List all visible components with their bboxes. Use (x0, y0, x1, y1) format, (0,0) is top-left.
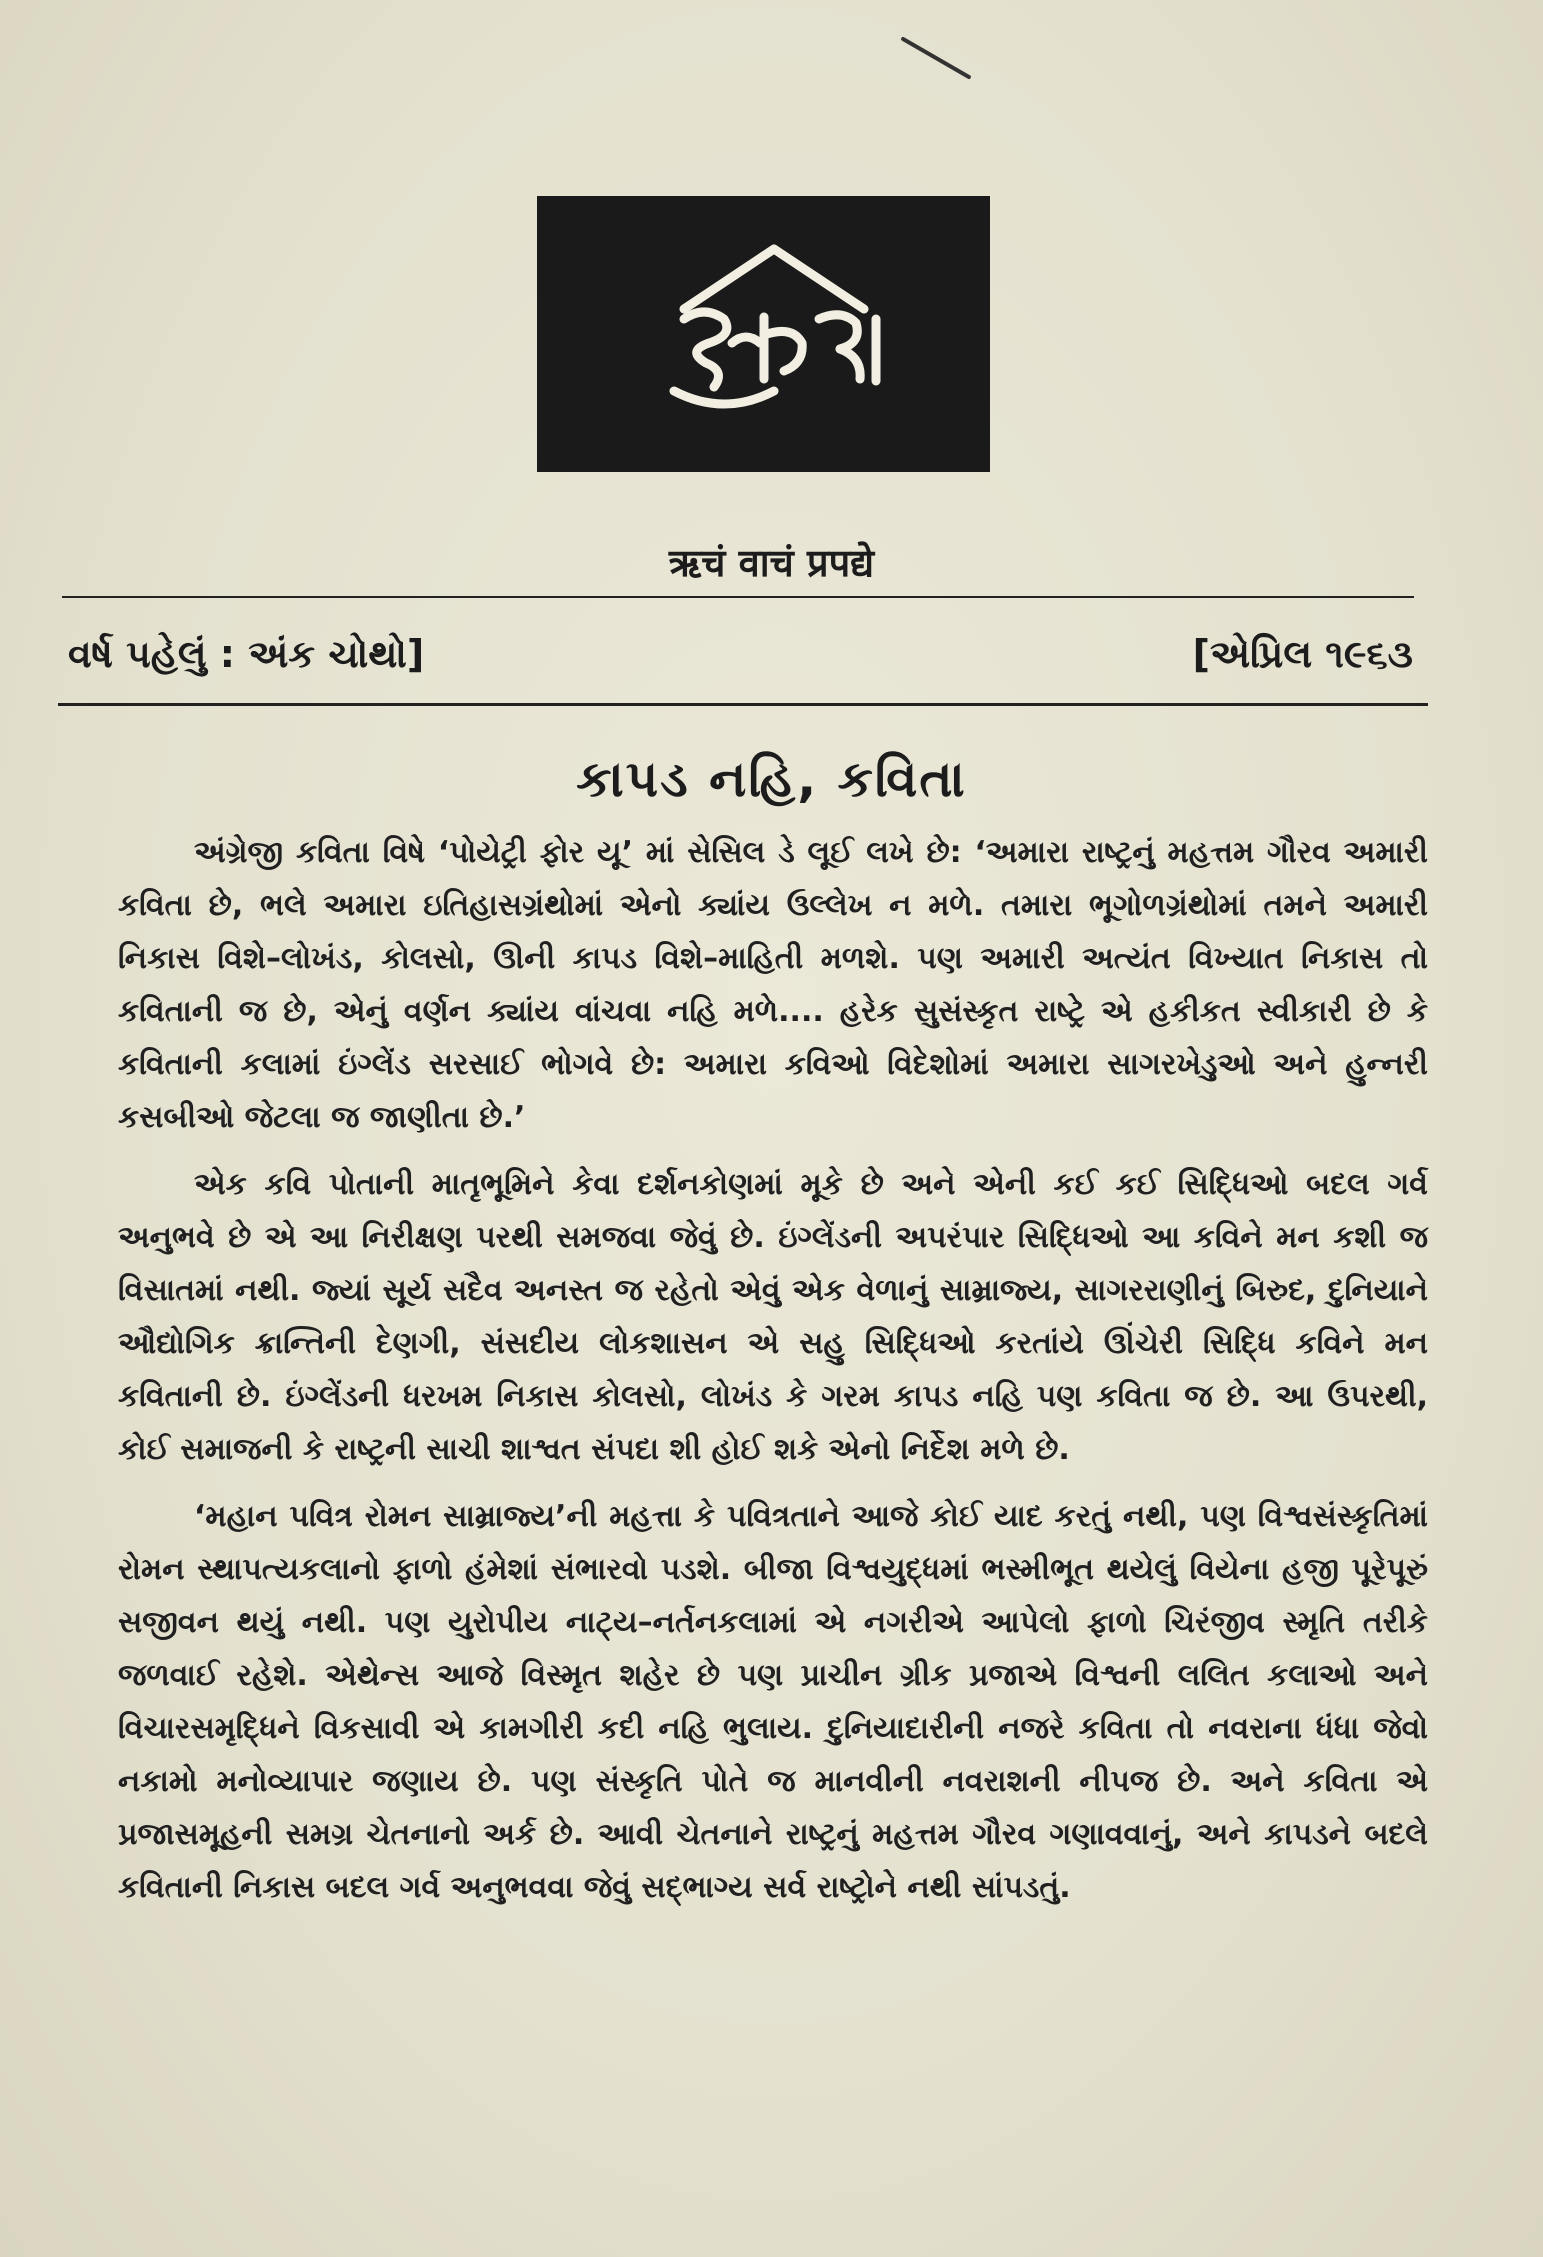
paragraph: ‘મહાન પવિત્ર રોમન સામ્રાજ્ય’ની મહત્તા કે પવિત્રતાને આજે કોઈ યાદ કરતું નથી, પણ વિશ્વસંસ્કૃતિમાં રોમન સ્થાપત્યકલાનો ફાળો હંમેશાં સંભારવો પડશે. બીજા વિશ્વયુદ્ધમાં ભસ્મીભૂત થયેલું વિયેના હજી પૂરેપૂરું સજીવન થયું નથી. પણ યુરોપીય નાટ્ય–નર્તનકલામાં એ નગરીએ આપેલો ફાળો ચિરંજીવ સ્મૃતિ તરીકે જળવાઈ રહેશે. એથેન્સ આજે વિસ્મૃત શહેર છે પણ પ્રાચીન ગ્રીક પ્રજાએ વિશ્વની લલિત કલાઓ અને વિચારસમૃદ્ધિને વિકસાવી એ કામગીરી કદી નહિ ભુલાય. દુનિયાદારીની નજરે કવિતા તો નવરાના ધંધા જેવો નકામો મનોવ્યાપાર જણાય છે. પણ સંસ્કૃતિ પોતે જ માનવીની નવરાશની નીપજ છે. અને કવિતા એ પ્રજાસમૂહની સમગ્ર ચેતનાનો અર્ક છે. આવી ચેતનાને રાષ્ટ્રનું મહત્તમ ગૌરવ ગણાવવાનું, અને કાપડને બદલે કવિતાની નિકાસ બદલ ગર્વ અનુભવવા જેવું સદ્ભાગ્ય સર્વ રાષ્ટ્રોને નથી સાંપડતું. (118, 1499, 1428, 1905)
issue-date: [એપ્રિલ ૧૯૬૩ (1192, 632, 1413, 676)
divider-top (62, 596, 1414, 598)
article-body (118, 826, 1428, 1928)
divider-bottom (58, 703, 1428, 706)
masthead-logo (537, 196, 990, 472)
issue-volume: વર્ષ પહેલું : અંક ચોથો] (68, 632, 425, 676)
pen-mark (900, 36, 971, 79)
paragraph: એક કવિ પોતાની માતૃભૂમિને કેવા દર્શનકોણમાં મૂકે છે અને એની કઈ કઈ સિદ્ધિઓ બદલ ગર્વ અનુભવે છે એ આ નિરીક્ષણ પરથી સમજવા જેવું છે. ઇંગ્લેંડની અપરંપાર સિદ્ધિઓ આ કવિને મન કશી જ વિસાતમાં નથી. જ્યાં સૂર્ય સદૈવ અનસ્ત જ રહેતો એવું એક વેળાનું સામ્રાજ્ય, સાગરરાણીનું બિરુદ, દુનિયાને ઔદ્યોગિક ક્રાન્તિની દેણગી, સંસદીય લોકશાસન એ સહુ સિદ્ધિઓ કરતાંયે ઊંચેરી સિદ્ધિ કવિને મન કવિતાની છે. ઇંગ્લેંડની ધરખમ નિકાસ કોલસો, લોખંડ કે ગરમ કાપડ નહિ પણ કવિતા જ છે. આ ઉપરથી, કોઈ સમાજની કે રાષ્ટ્રની સાચી શાશ્વત સંપદા શી હોઈ શકે એનો નિર્દેશ મળે છે. (118, 1167, 1428, 1467)
ruchi-logo-icon (614, 239, 914, 429)
paragraph: અંગ્રેજી કવિતા વિષે ‘પોયેટ્રી ફોર યૂ’ માં સેસિલ ડે લૂઈ લખે છે: ‘અમારા રાષ્ટ્રનું મહત્તમ ગૌરવ અમારી કવિતા છે, ભલે અમારા ઇતિહાસગ્રંથોમાં એનો ક્યાંય ઉલ્લેખ ન મળે. તમારા ભૂગોળગ્રંથોમાં તમને અમારી નિકાસ વિશે–લોખંડ, કોલસો, ઊની કાપડ વિશે–માહિતી મળશે. પણ અમારી અત્યંત વિખ્યાત નિકાસ તો કવિતાની જ છે, એનું વર્ણન ક્યાંય વાંચવા નહિ મળે.... હરેક સુસંસ્કૃત રાષ્ટ્રે એ હકીકત સ્વીકારી છે કે કવિતાની કલામાં ઇંગ્લેંડ સરસાઈ ભોગવે છે: અમારા કવિઓ વિદેશોમાં અમારા સાગરખેડુઓ અને હુન્નરી કસબીઓ જેટલા જ જાણીતા છે.’ (118, 835, 1428, 1135)
article-title: કાપડ નહિ, કવિતા (576, 750, 967, 808)
masthead-motto: ऋचं वाचं प्रपद्ये (668, 540, 875, 585)
